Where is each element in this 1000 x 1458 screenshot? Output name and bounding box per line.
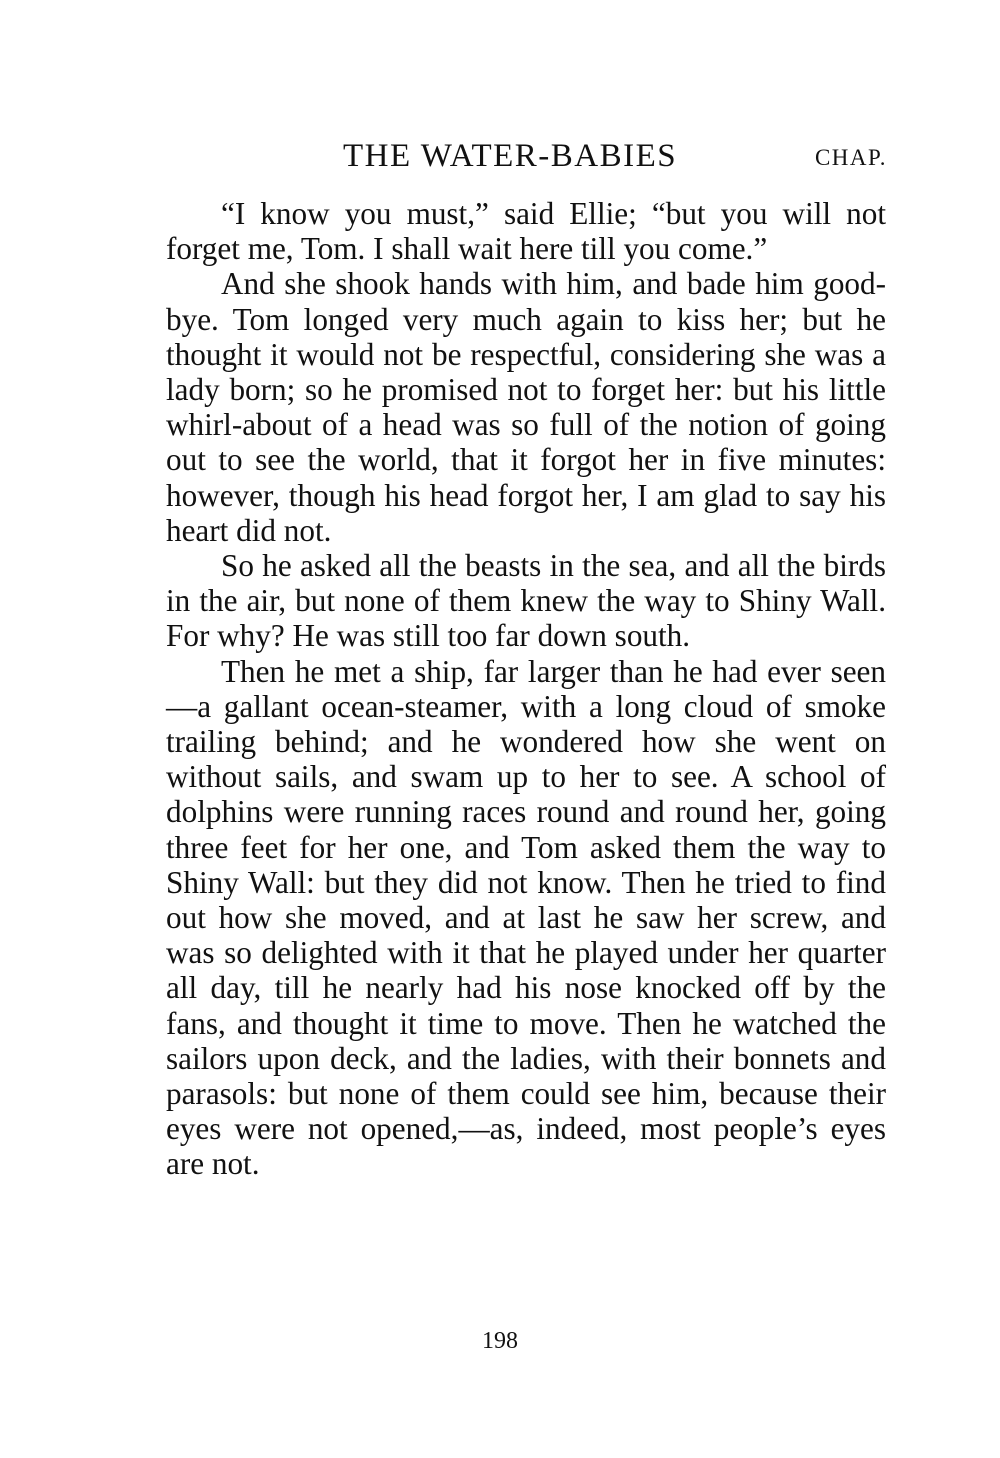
paragraph-2: And she shook hands with him, and bade him good-bye. Tom longed very much again to kiss her; but he thought it would not be respectful, considering she was a lady born; so he promised not to forget her: but his little whirl-about of a head was so full of the notion of going out to see the world, that it forgot her in five minutes: however, though his head forgot her, I am glad to say his heart did not. bbox=[166, 266, 886, 548]
paragraph-4: Then he met a ship, far larger than he had ever seen—a gallant ocean-steamer, with a long cloud of smoke trailing behind; and he wondered how she went on without sails, and swam up to her to see. A school of dolphins were running races round and round her, going three feet for her one, and Tom asked them the way to Shiny Wall: but they did not know. Then he tried to find out how she moved, and at last he saw her screw, and was so delighted with it that he played under her quarter all day, till he nearly had his nose knocked off by the fans, and thought it time to move. Then he watched the sailors upon deck, and the ladies, with their bonnets and parasols: but none of them could see him, because their eyes were not opened,—as, indeed, most people’s eyes are not. bbox=[166, 653, 886, 1182]
paragraph-3: So he asked all the beasts in the sea, and all the birds in the air, but none of them knew the way to Shiny Wall. For why? He was still too far down south. bbox=[166, 548, 886, 654]
book-title: THE WATER-BABIES bbox=[343, 138, 678, 174]
page-number: 198 bbox=[482, 1328, 518, 1354]
running-head bbox=[165, 134, 887, 178]
paragraph-1: “I know you must,” said Ellie; “but you will not forget me, Tom. I shall wait here till you come.” bbox=[166, 196, 886, 267]
chapter-label: CHAP. bbox=[814, 145, 887, 170]
body-text bbox=[166, 196, 886, 1182]
